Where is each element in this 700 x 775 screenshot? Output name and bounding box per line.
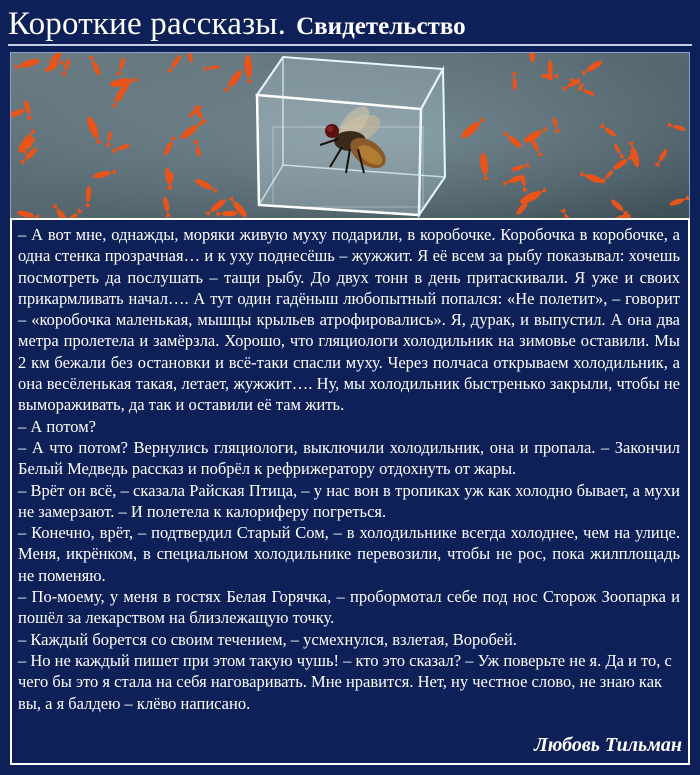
story-paragraph: – А потом? <box>18 416 96 436</box>
illustration-fly-in-box <box>10 52 690 222</box>
page-subtitle: Свидетельство <box>296 13 466 40</box>
story-panel <box>10 218 690 765</box>
story-paragraph: – По-моему, у меня в гостях Белая Горячка, – пробормотал себе под нос Сторож Зоопарка и пошёл за лекарством на близлежащую точку. <box>18 587 680 628</box>
illustration-svg <box>11 53 689 221</box>
story-paragraph: – Но не каждый пишет при этом такую чушь! – кто это сказал? – Уж поверьте не я. Да и то, с чего бы это я стала на себя наговаривать. Мне нравится. Нет, ну честное слово, не знаю как вы, а я балдею – клёво написано. <box>18 650 672 713</box>
page-title: Короткие рассказы. <box>8 6 287 42</box>
author-signature: Любовь Тильман <box>534 734 682 756</box>
story-paragraph: – А что потом? Вернулись гляциологи, выключили холодильник, она и пропала. – Закончил Белый Медведь рассказ и побрёл к рефрижератору отдохнуть от жары. <box>18 437 680 479</box>
story-paragraph: – Врёт он всё, – сказала Райская Птица, – у нас вон в тропиках уж как холодно бывает, а мухи не замерзают. – И полетела к калориферу погреться. <box>18 480 680 521</box>
story-paragraph: – Конечно, врёт, – подтвердил Старый Сом, – в холодильнике всегда холоднее, чем на улице. Меня, икрёнком, в специальном холодильнике перевозили, чтобы не рос, пока жилплощадь не поменяю. <box>18 523 680 585</box>
page-header <box>8 2 692 46</box>
story-paragraph: – А вот мне, однажды, моряки живую муху подарили, в коробочке. Коробочка в коробочке, а одна стенка прозрачная… и к уху поднесёшь – жужжит. Я её всем за рыбу показывал: хочешь посмотреть да послушать – тащи рыбу. До двух тонн в день притаскивали. Я уже и своих прикармливать начал…. А тут один гадёныш любопытный попался: «Не полетит», – говорит – «коробочка маленькая, мышцы крыльев атрофировались». Я, дурак, и выпустил. А она два метра пролетела и замёрзла. Хорошо, что гляциологи холодильник на зимовье оставили. Мы 2 км бежали без остановки и всё-таки спасли муху. Через полчаса открываем холодильник, а она весёленькая такая, летает, жужжит…. Ну, мы холодильник быстренько закрыли, чтобы не вымораживать, да так и оставили её там жить. <box>18 225 680 415</box>
story-paragraph: – Каждый борется со своим течением, – усмехнулся, взлетая, Воробей. <box>18 629 517 649</box>
